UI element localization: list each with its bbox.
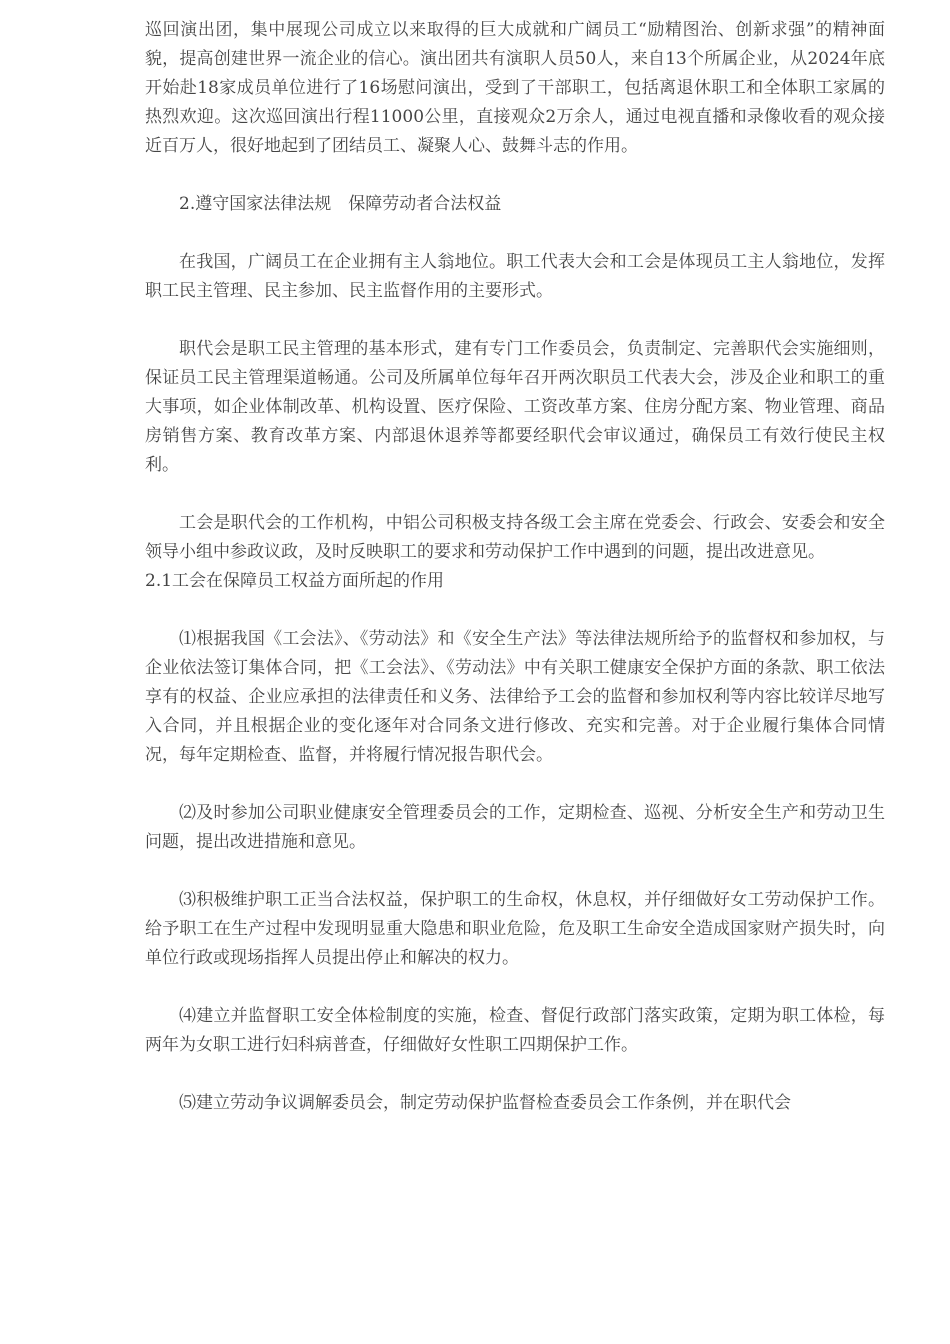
list-item-5: ⑸建立劳动争议调解委员会，制定劳动保护监督检查委员会工作条例，并在职代会: [179, 1093, 791, 1113]
section-heading-2-1: 2.1工会在保障员工权益方面所起的作用: [145, 571, 445, 591]
paragraph-workers-congress: 职代会是职工民主管理的基本形式，建有专门工作委员会，负责制定、完善职代会实施细则，保证员工民主管理渠道畅通。公司及所属单位每年召开两次职员工代表大会，涉及企业和职工的重大事项，如企业体制改革、机构设置、医疗保险、工资改革方案、住房分配方案、物业管理、商品房销售方案、教育改革方案、内部退休退养等都要经职代会审议通过，确保员工有效行使民主权利。: [145, 339, 885, 475]
paragraph-performance-tour: 巡回演出团，集中展现公司成立以来取得的巨大成就和广阔员工“励精图治、创新求强”的精神面貌，提高创建世界一流企业的信心。演出团共有演职人员50人，来自13个所属企业，从2024年底开始赴18家成员单位进行了16场慰问演出，受到了干部职工，包括离退休职工和全体职工家属的热烈欢迎。这次巡回演出行程11000公里，直接观众2万余人，通过电视直播和录像收看的观众接近百万人，很好地起到了团结员工、凝聚人心、鼓舞斗志的作用。: [145, 20, 885, 156]
paragraph-trade-union: 工会是职代会的工作机构，中铝公司积极支持各级工会主席在党委会、行政会、安委会和安全领导小组中参政议政，及时反映职工的要求和劳动保护工作中遇到的问题，提出改进意见。: [145, 513, 885, 562]
list-item-3: ⑶积极维护职工正当合法权益，保护职工的生命权，休息权，并仔细做好女工劳动保护工作。给予职工在生产过程中发现明显重大隐患和职业危险，危及职工生命安全造成国家财产损失时，向单位行政或现场指挥人员提出停止和解决的权力。: [145, 890, 885, 968]
section-heading-2: 2.遵守国家法律法规 保障劳动者合法权益: [179, 194, 502, 214]
list-item-4: ⑷建立并监督职工安全体检制度的实施，检查、督促行政部门落实政策，定期为职工体检，每两年为女职工进行妇科病普查，仔细做好女性职工四期保护工作。: [145, 1006, 885, 1055]
document-page: [145, 16, 885, 1147]
list-item-2: ⑵及时参加公司职业健康安全管理委员会的工作，定期检查、巡视、分析安全生产和劳动卫生问题，提出改进措施和意见。: [145, 803, 885, 852]
list-item-1: ⑴根据我国《工会法》、《劳动法》和《安全生产法》等法律法规所给予的监督权和参加权，与企业依法签订集体合同，把《工会法》、《劳动法》中有关职工健康安全保护方面的条款、职工依法享有的权益、企业应承担的法律责任和义务、法律给予工会的监督和参加权利等内容比较详尽地写入合同，并且根据企业的变化逐年对合同条文进行修改、充实和完善。对于企业履行集体合同情况，每年定期检查、监督，并将履行情况报告职代会。: [145, 629, 885, 765]
paragraph-employee-status: 在我国，广阔员工在企业拥有主人翁地位。职工代表大会和工会是体现员工主人翁地位，发挥职工民主管理、民主参加、民主监督作用的主要形式。: [145, 252, 885, 301]
